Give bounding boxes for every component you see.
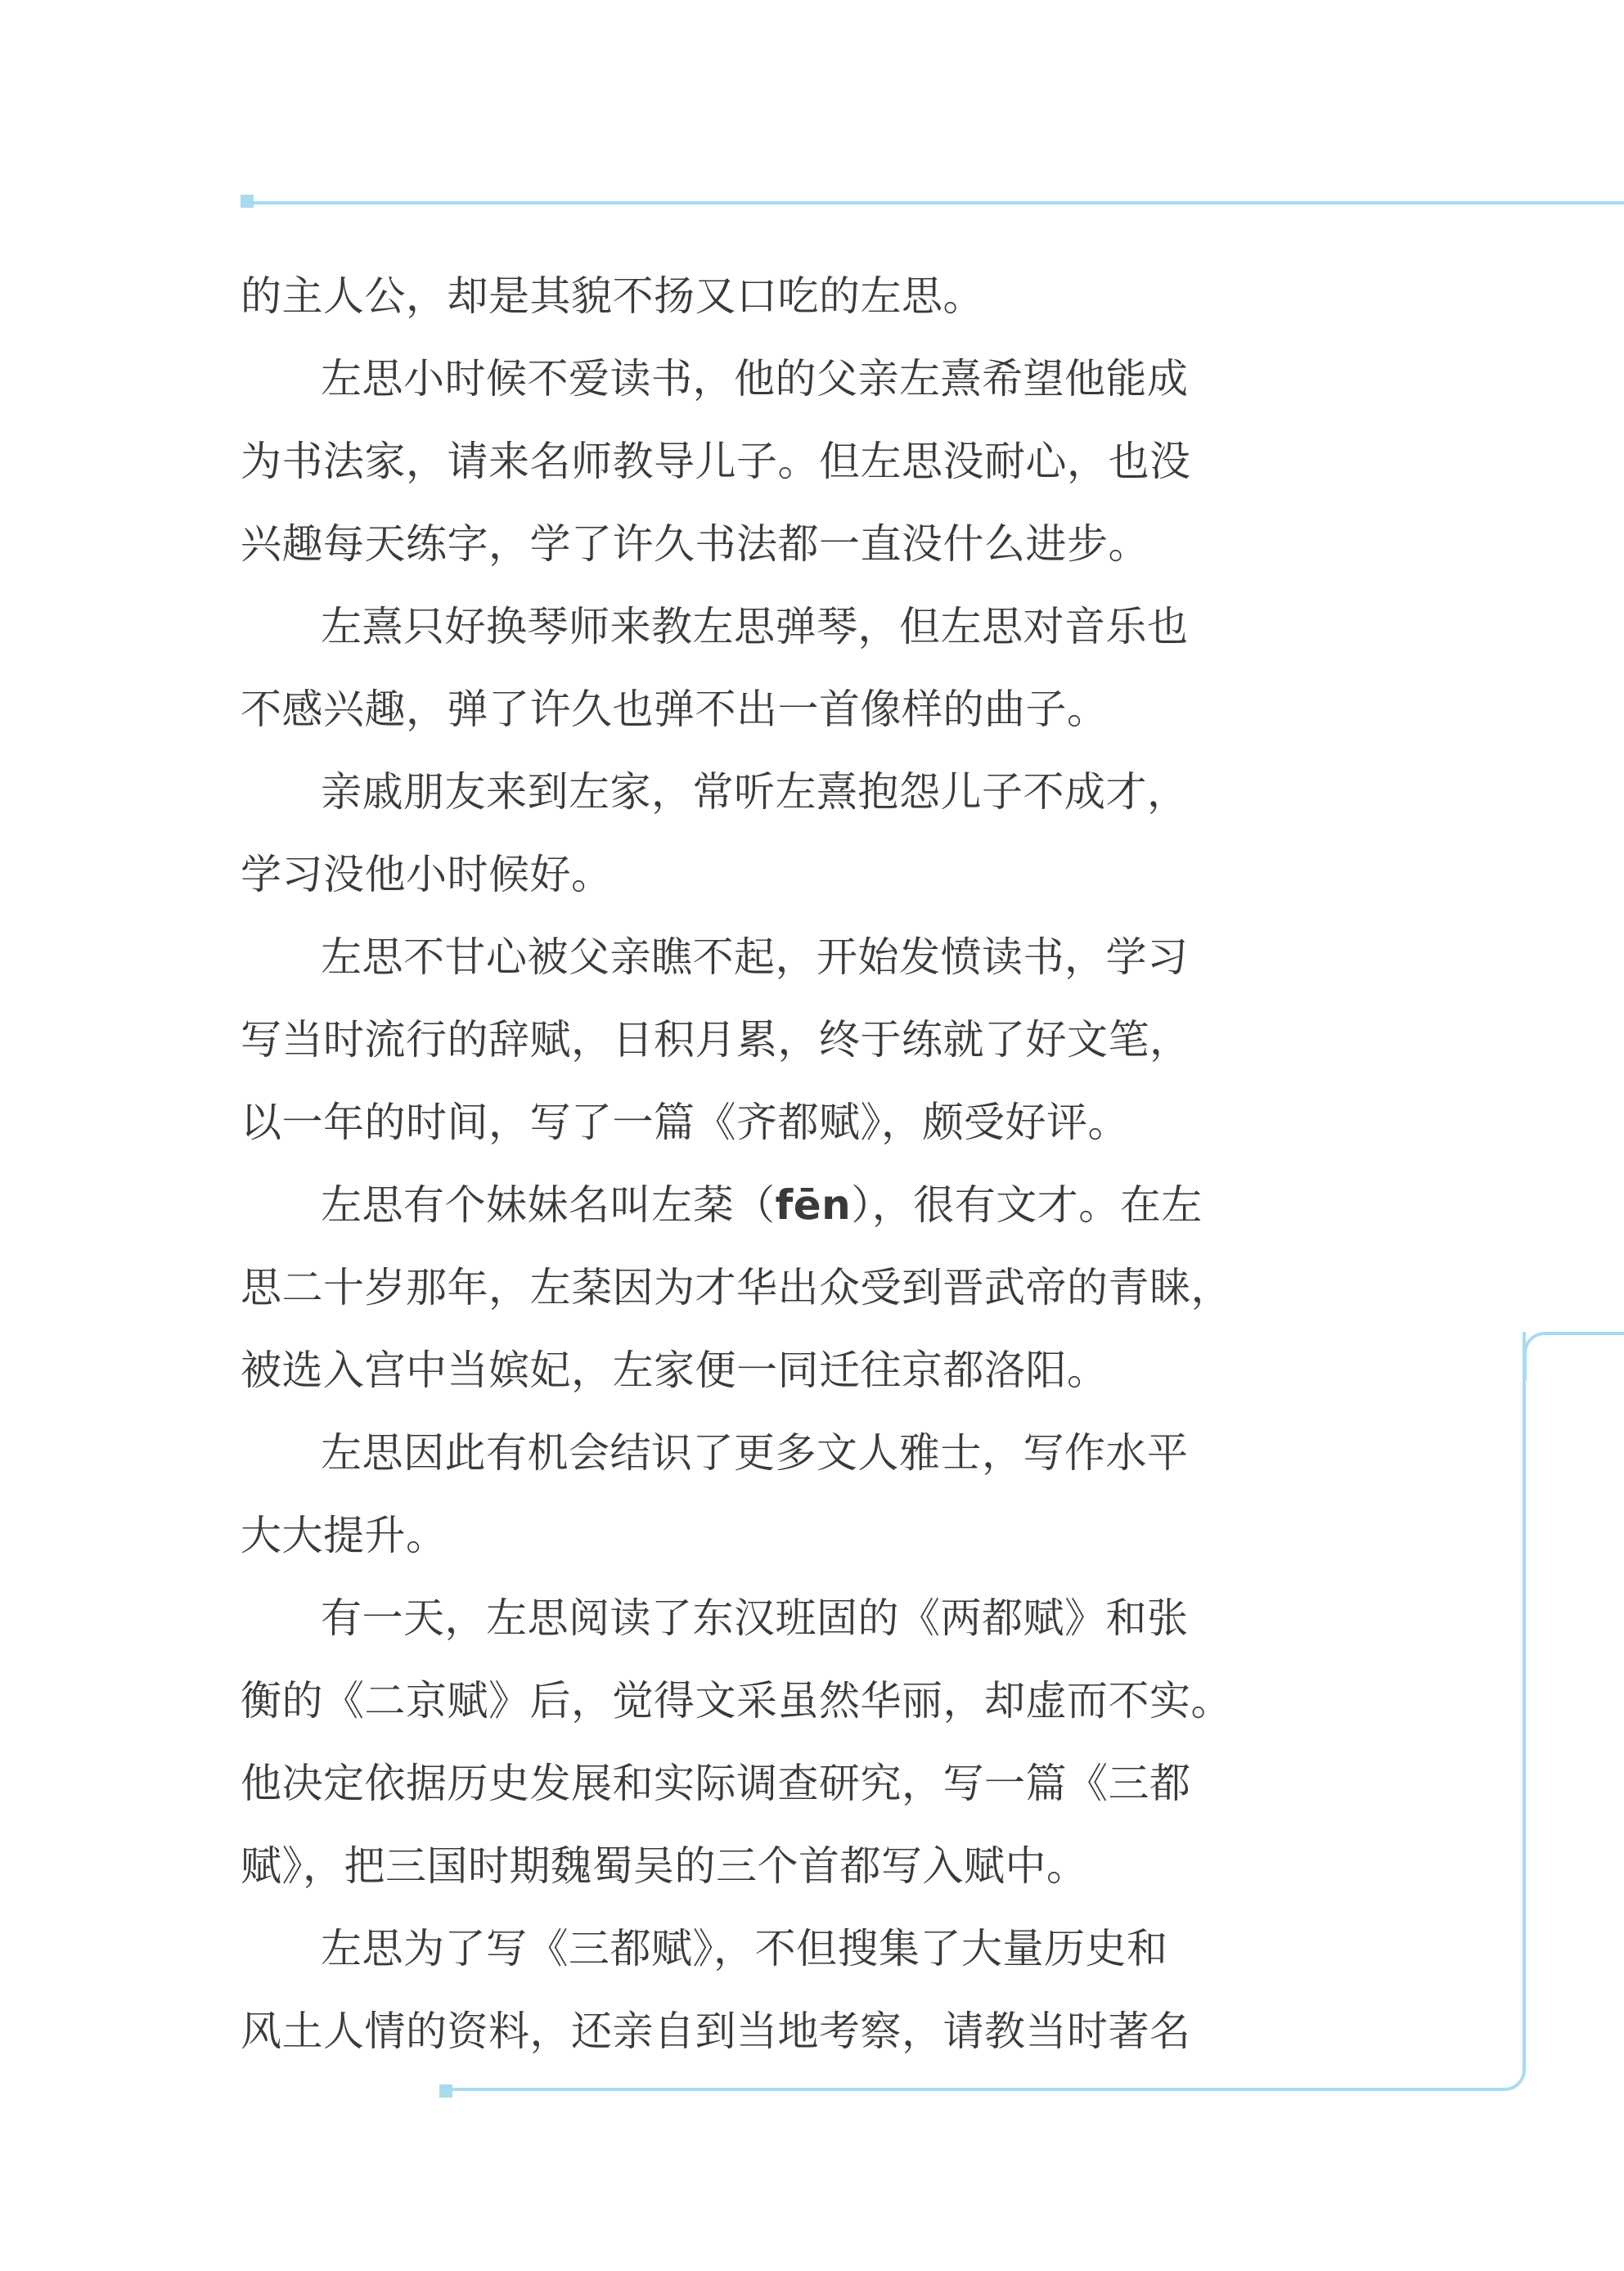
text-line: 衡的《二京赋》后，觉得文采虽然华丽，却虚而不实。 <box>241 1677 1232 1725</box>
text-line: 以一年的时间，写了一篇《齐都赋》，颇受好评。 <box>241 1099 1129 1146</box>
text-line: 左熹只好换琴师来教左思弹琴，但左思对音乐也 <box>321 603 1189 650</box>
text-line: 为书法家，请来名师教导儿子。但左思没耐心，也没 <box>241 438 1191 485</box>
text-line: 有一天，左思阅读了东汉班固的《两都赋》和张 <box>321 1594 1189 1642</box>
text-segment: 左思有个妹妹名叫左棻（ <box>321 1181 776 1229</box>
text-line: 写当时流行的辞赋，日积月累，终于练就了好文笔， <box>241 1016 1191 1064</box>
footer-rule-marker <box>439 2084 452 2098</box>
text-line: 兴趣每天练字，学了许久书法都一直没什么进步。 <box>241 520 1149 568</box>
body-text <box>241 255 1232 2073</box>
header-rule <box>247 201 1624 205</box>
text-line: 不感兴趣，弹了许久也弹不出一首像样的曲子。 <box>241 686 1109 733</box>
text-segment: ），很有文才。在左 <box>851 1181 1203 1229</box>
text-line: 赋》，把三国时期魏蜀吴的三个首都写入赋中。 <box>241 1842 1088 1890</box>
text-line: 左思不甘心被父亲瞧不起，开始发愤读书，学习 <box>321 933 1189 981</box>
text-line: 左思为了写《三都赋》，不但搜集了大量历史和 <box>321 1925 1168 1972</box>
text-line: 左思小时候不爱读书，他的父亲左熹希望他能成 <box>321 355 1189 402</box>
text-line: 亲戚朋友来到左家，常听左熹抱怨儿子不成才， <box>321 768 1189 816</box>
text-line <box>241 1164 1203 1247</box>
text-line: 思二十岁那年，左棻因为才华出众受到晋武帝的青睐， <box>241 1264 1232 1311</box>
text-line: 学习没他小时候好。 <box>241 851 613 898</box>
frame-corner <box>1523 1332 1624 1381</box>
text-line: 风土人情的资料，还亲自到当地考察，请教当时著名 <box>241 2008 1191 2055</box>
text-line: 左思因此有机会结识了更多文人雅士，写作水平 <box>321 1429 1189 1477</box>
pinyin-annotation: fēn <box>775 1181 852 1229</box>
text-line: 他决定依据历史发展和实际调查研究，写一篇《三都 <box>241 1760 1191 1807</box>
text-line: 的主人公，却是其貌不扬又口吃的左思。 <box>241 272 984 320</box>
text-line: 大大提升。 <box>241 1512 448 1559</box>
text-line: 被选入宫中当嫔妃，左家便一同迁往京都洛阳。 <box>241 1347 1109 1394</box>
